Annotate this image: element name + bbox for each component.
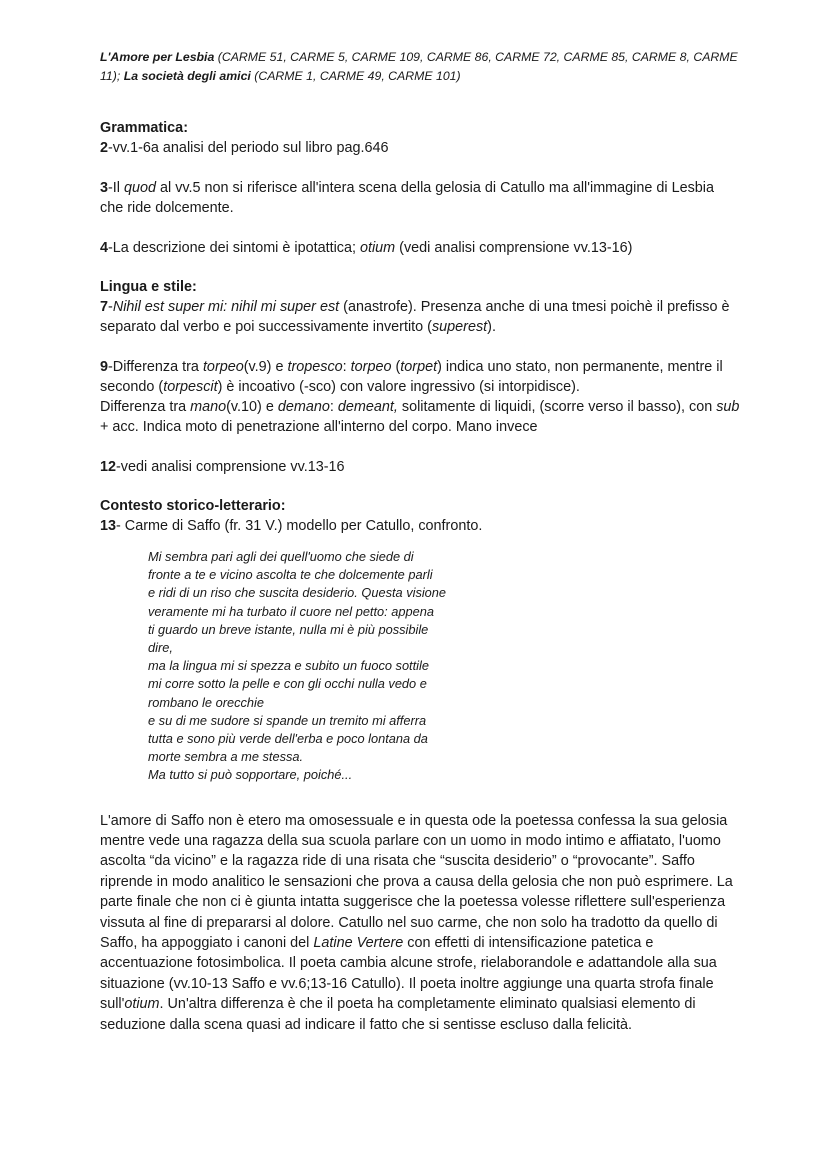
paragraph-text: . Un'altra differenza è che il poeta ha completamente eliminato qualsiasi elemento di seduzione dalla scena quasi ad indicare il fatto che si sentisse escluso dalla felicità. [100,996,696,1033]
paragraph-text: - [108,299,113,315]
item-number: 12 [100,459,117,475]
poem-line: mi corre sotto la pelle e con gli occhi nulla vedo e [148,676,427,692]
poem-line: ma la lingua mi si spezza e subito un fuoco sottile [148,658,429,674]
paragraph-9 [100,357,740,437]
latin-term: mano [190,399,227,415]
section-title-lingua: Lingua e stile: [100,279,197,295]
latin-term: sub [716,399,740,415]
paragraph-text: : [329,399,338,415]
poem-line: Ma tutto si può sopportare, poiché... [148,767,353,783]
paragraph-text: -Differenza tra [108,359,203,375]
paragraph-text: L'amore di Saffo non è etero ma omosessuale e in questa ode la poetessa confessa la sua gelosia mentre vede una ragazza della sua scuola parlare con un uomo in modo intimo e affiatato, l'uomo ascolta “da vicino” e la ragazza ride di una risata che “suscita desiderio” o “provocante”. Saffo riprende in modo analitico le sensazioni che prova a causa della gelosia che non può esprimere. La parte finale che non ci è giunta intatta suggerisce che la poetessa volesse riflettere sull'esperienza vissuta al fine di prepararsi al dolore. Catullo nel suo carme, che non solo ha tradotto da quello di Saffo, ha appoggiato i canoni del [100,812,733,952]
latin-term: tropesco [287,359,343,375]
poem-line: dire, [148,640,173,656]
latin-term: torpeo [350,359,392,375]
paragraph-text: (v.10) e [226,399,278,415]
poem-line: e su di me sudore si spande un tremito mi afferra [148,712,427,728]
paragraph-text: Differenza tra [100,399,191,415]
section-title-grammatica: Grammatica: [100,120,188,136]
paragraph-text: - Carme di Saffo (fr. 31 V.) modello per Catullo, confronto. [116,518,483,534]
poem-line: morte sembra a me stessa. [148,749,304,765]
paragraph-7 [100,297,740,337]
paragraph-text: ) è incoativo (-sco) con valore ingressivo (si intorpidisce). [217,379,580,395]
paragraph-12 [100,457,740,477]
poem-line: tutta e sono più verde dell'erba e poco lontana da [148,731,428,747]
final-paragraph [100,811,740,1035]
paragraph-3 [100,178,740,218]
poem-line: rombano le orecchie [148,694,264,710]
latin-term: otium [359,240,396,256]
poem-line: ti guardo un breve istante, nulla mi è più possibile [148,621,429,637]
latin-term: demano [277,399,330,415]
header-refs-amici: (CARME 1, CARME 49, CARME 101) [250,69,461,83]
paragraph-text: ). [487,319,496,335]
latin-term: demeant, [337,399,398,415]
paragraph-4 [100,238,740,258]
latin-term: torpet [400,359,438,375]
paragraph-text: -vv.1-6a analisi del periodo sul libro pag.646 [108,140,389,156]
item-number: 7 [100,299,109,315]
saffo-poem [148,548,740,785]
paragraph-text: ) indica uno stato, non permanente, mentre il secondo ( [100,359,723,395]
poem-line: e ridi di un riso che suscita desiderio. Questa visione [148,585,447,601]
paragraph-text: + acc. Indica moto di penetrazione all'interno del corpo. Mano invece [100,419,538,435]
poem-line: veramente mi ha turbato il cuore nel petto: appena [148,603,434,619]
paragraph-text: con effetti di intensificazione patetica e accentuazione fotosimbolica. Il poeta cambia alcune strofe, rielaborandole e adattandole alla sua situazione (vv.10-13 Saffo e vv.6;13-16 Catullo). Il poeta inoltre aggiunge una quarta strofa finale sull' [100,935,717,1013]
latin-term: torpescit [163,379,218,395]
document-page [100,48,740,1035]
poem-line: Mi sembra pari agli dei quell'uomo che siede di [148,549,414,564]
item-number: 9 [100,359,109,375]
paragraph-text: -Il [108,180,125,196]
latin-term: superest [431,319,488,335]
paragraph-text: (anastrofe). Presenza anche di una tmesi poichè il prefisso è separato dal verbo e poi successivamente invertito ( [100,299,730,335]
header-title-lesbia: L'Amore per Lesbia [100,50,215,64]
section-title-contesto: Contesto storico-letterario: [100,498,286,514]
document-header [100,48,740,86]
latin-term: torpeo [202,359,244,375]
poem-line: fronte a te e vicino ascolta te che dolcemente parli [148,567,433,583]
latin-term: Nihil est super mi: nihil mi super est [112,299,340,315]
paragraph-13 [100,516,740,536]
paragraph-text: al vv.5 non si riferisce all'intera scena della gelosia di Catullo ma all'immagine di Lesbia che ride dolcemente. [100,180,714,216]
paragraph-text: (vedi analisi comprensione vv.13-16) [395,240,633,256]
paragraph-text: (v.9) e [243,359,288,375]
item-number: 13 [100,518,117,534]
item-number: 2 [100,140,109,156]
latin-term: quod [124,180,157,196]
latin-term: Latine Vertere [313,935,404,952]
paragraph-text: -vedi analisi comprensione vv.13-16 [116,459,345,475]
paragraph-text: solitamente di liquidi, (scorre verso il basso), con [397,399,717,415]
paragraph-text: : [342,359,351,375]
header-refs-lesbia: (CARME 51, CARME 5, CARME 109, CARME 86, CARME 72, CARME 85, CARME 8, CARME 11); [100,50,738,83]
latin-term: otium [124,996,160,1013]
header-title-amici: La società degli amici [123,69,251,83]
paragraph-text: ( [391,359,401,375]
item-number: 3 [100,180,109,196]
paragraph-text: -La descrizione dei sintomi è ipotattica; [108,240,360,256]
item-number: 4 [100,240,109,256]
paragraph-2 [100,138,740,158]
